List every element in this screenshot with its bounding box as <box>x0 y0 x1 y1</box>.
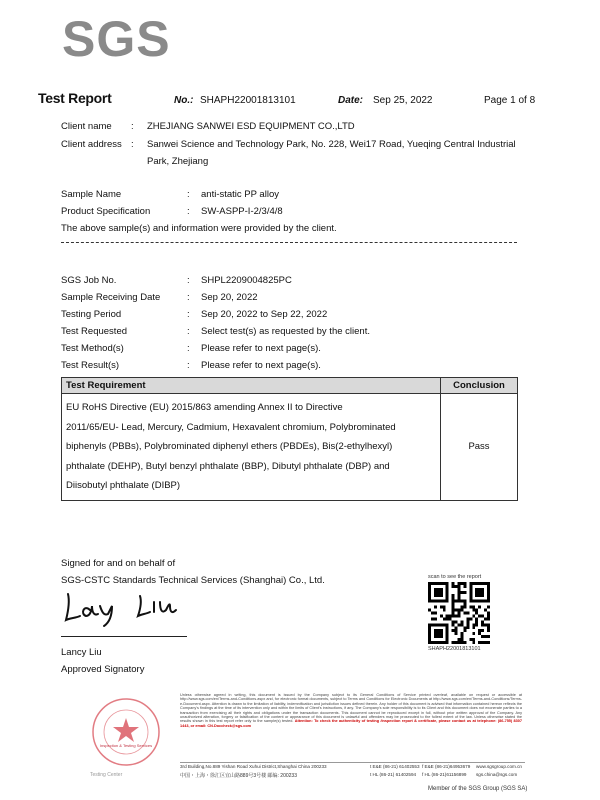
signature-line <box>61 636 187 637</box>
requirement-line: 2011/65/EU- Lead, Mercury, Cadmium, Hexavalent chromium, Polybrominated <box>66 421 396 433</box>
requirement-line: EU RoHS Directive (EU) 2015/863 amending Annex II to Directive <box>66 402 343 413</box>
colon: : <box>187 343 190 354</box>
footer-fax1: f E&E (86-21)64953679 <box>422 764 471 769</box>
test-requirement-table <box>61 377 518 501</box>
colon: : <box>131 139 134 150</box>
handwritten-signature <box>60 588 190 628</box>
job-detail-label: Testing Period <box>61 309 122 320</box>
footer-web-link[interactable]: www.sgsgroup.com.cn <box>476 764 522 769</box>
col-header-conclusion: Conclusion <box>441 378 518 394</box>
report-title: Test Report <box>38 90 112 106</box>
colon: : <box>187 189 190 200</box>
stamp-side-text: Testing Center <box>90 772 123 778</box>
colon: : <box>187 275 190 286</box>
requirement-cell <box>62 394 441 501</box>
page-number: Page 1 of 8 <box>484 95 536 106</box>
product-spec-label: Product Specification <box>61 206 151 217</box>
job-detail-label: Test Result(s) <box>61 360 120 371</box>
footer-disclaimer <box>180 693 522 728</box>
client-address-line2: Park, Zhejiang <box>147 156 209 167</box>
colon: : <box>187 206 190 217</box>
job-detail-label: Test Requested <box>61 326 128 337</box>
requirement-line: Diisobutyl phthalate (DIBP) <box>66 480 181 492</box>
job-detail-value: Please refer to next page(s). <box>201 360 321 371</box>
sgs-logo: SGS <box>62 11 171 67</box>
signatory-name: Lancy Liu <box>61 647 102 658</box>
sample-note: The above sample(s) and information were provided by the client. <box>61 223 337 234</box>
authenticity-notice: Attention: To check the authenticity of testing /inspection report & certificate, please contact us at telephone: (86-755) 8307 1443, or email: CN.Doccheck@sgs.com <box>180 719 522 728</box>
job-detail-value: Sep 20, 2022 <box>201 292 258 303</box>
conclusion-cell: Pass <box>441 394 518 501</box>
requirement-line: phthalate (DEHP), Butyl benzyl phthalate (BBP), Dibutyl phthalate (DBP) and <box>66 460 390 472</box>
signed-for-text: Signed for and on behalf of <box>61 558 176 569</box>
footer-email-link[interactable]: sgs.china@sgs.com <box>476 772 518 777</box>
signatory-role: Approved Signatory <box>61 664 145 675</box>
job-detail-label: SGS Job No. <box>61 275 117 286</box>
requirement-line: biphenyls (PBBs), Polybrominated diphenyl ethers (PBDEs), Bis(2-ethylhexyl) <box>66 441 393 453</box>
job-detail-value: Please refer to next page(s). <box>201 343 321 354</box>
client-name-label: Client name <box>61 121 112 132</box>
qr-caption-top: scan to see the report <box>428 574 482 580</box>
product-spec-value: SW-ASPP-I-2/3/4/8 <box>201 206 283 217</box>
report-date-value: Sep 25, 2022 <box>373 95 433 106</box>
footer-fax2: f HL (86-21)61156899 <box>422 772 467 777</box>
sample-name-label: Sample Name <box>61 189 122 200</box>
footer-rule <box>180 762 525 763</box>
footer-tel2: t HL (86-21) 61402594 <box>370 772 417 777</box>
colon: : <box>187 309 190 320</box>
client-name-value: ZHEJIANG SANWEI ESD EQUIPMENT CO.,LTD <box>147 121 355 132</box>
col-header-requirement: Test Requirement <box>62 378 441 394</box>
qr-code-icon[interactable] <box>428 582 490 644</box>
inspection-seal-icon <box>88 690 166 780</box>
footer-address-cn: 中国・上海・徐汇区宜山路889号3号楼 邮编: 200233 <box>180 773 297 779</box>
client-address-label: Client address <box>61 139 122 150</box>
job-detail-value: SHPL2209004825PC <box>201 275 292 286</box>
table-row <box>62 394 518 501</box>
footer-tel1: t E&E (86-21) 61402553 <box>370 764 420 769</box>
colon: : <box>187 326 190 337</box>
footer-address-en: 3rd Building,No.889 Yishan Road Xuhui District,Shanghai China 200233 <box>180 764 327 769</box>
colon: : <box>187 360 190 371</box>
company-name-text: SGS-CSTC Standards Technical Services (Shanghai) Co., Ltd. <box>61 575 325 586</box>
disclaimer-text: Unless otherwise agreed in writing, this document is issued by the Company subject to its General Conditions of Service printed overleaf, available on request or accessible at http://www.sgs.com/en/Terms-and-Conditions.aspx and, for electronic format documents, subject to Terms and Conditions for Electronic Documents at http://www.sgs.com/en/Terms-and-Conditions/Terms-e-Document.aspx. Attention is drawn to the limitation of liability, indemnification and jurisdiction issues defined therein. Any holder of this document is advised that information contained hereon reflects the Company's findings at the time of its intervention only and within the limits of Client's instructions, if any. The Company's sole responsibility is to its Client and this document does not exonerate parties to a transaction from exercising all their rights and obligations under the transaction documents. This document cannot be reproduced except in full, without prior written approval of the Company. Any unauthorized alteration, forgery or falsification of the content or appearance of this document is unlawful and offenders may be prosecuted to the fullest extent of the law. Unless otherwise stated the results shown in this test report refer only to the sample(s) tested. <box>180 693 522 724</box>
colon: : <box>187 292 190 303</box>
job-detail-value: Select test(s) as requested by the client. <box>201 326 370 337</box>
sample-name-value: anti-static PP alloy <box>201 189 279 200</box>
client-address-line1: Sanwei Science and Technology Park, No. 228, Wei17 Road, Yueqing Central Industrial <box>147 139 516 150</box>
job-detail-label: Test Method(s) <box>61 343 124 354</box>
job-detail-label: Sample Receiving Date <box>61 292 161 303</box>
member-of-sgs-text: Member of the SGS Group (SGS SA) <box>428 786 528 792</box>
divider <box>61 242 517 243</box>
colon: : <box>131 121 134 132</box>
report-no-label: No.: <box>174 95 194 106</box>
report-no-value: SHAPH22001813101 <box>200 95 296 106</box>
report-date-label: Date: <box>338 95 364 106</box>
stamp-text: Inspection & Testing Services <box>99 743 153 748</box>
qr-caption-bottom: SHAPH22001813101 <box>428 646 481 652</box>
job-detail-value: Sep 20, 2022 to Sep 22, 2022 <box>201 309 328 320</box>
